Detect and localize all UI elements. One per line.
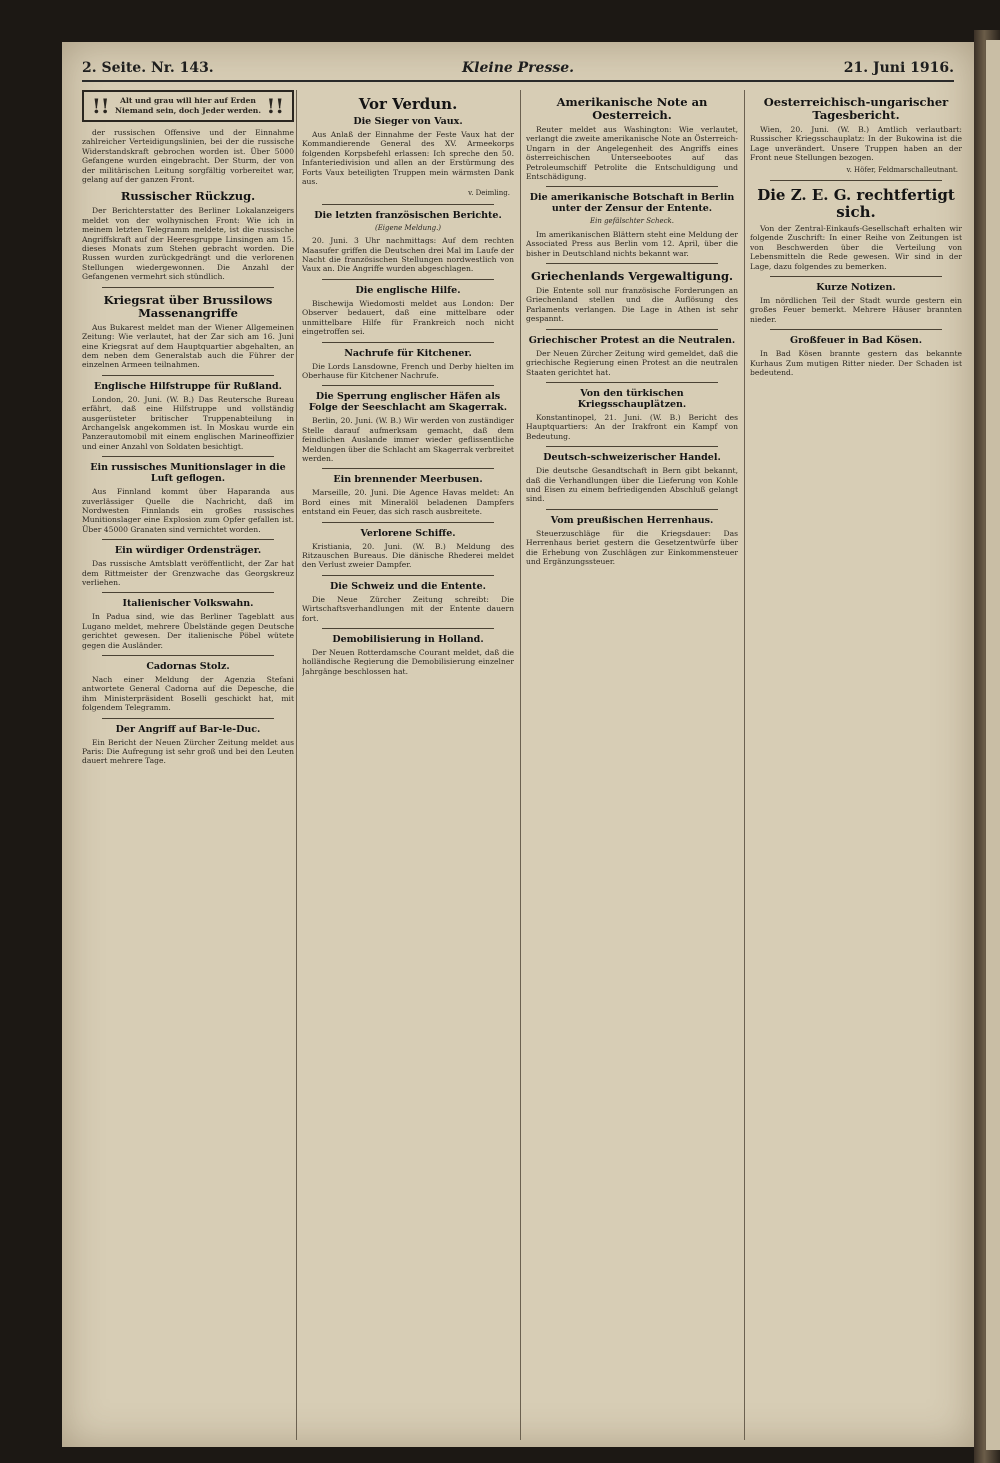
separator-rule (322, 575, 494, 576)
article-text: Im amerikanischen Blättern steht eine Meldung der Associated Press aus Berlin vom 12. April, über die bisher in Deutschland nichts bekannt war. (526, 229, 738, 258)
article-text: Die Neue Zürcher Zeitung schreibt: Die Wirtschaftsverhandlungen mit der Entente dauern fort. (302, 594, 514, 623)
headline: Griechenlands Vergewaltigung. (530, 269, 734, 284)
article-text: Wien, 20. Juni. (W. B.) Amtlich verlautbart: Russischer Kriegsschauplatz: In der Bukowina ist die Lage unverändert. Unsere Truppen haben an der Front neue Stellungen bezogen. (750, 125, 962, 163)
article-text: 20. Juni. 3 Uhr nachmittags: Auf dem rechten Maasufer griffen die Deutschen drei Mal im Laufe der Nacht die französischen Stellungen nordwestlich von Vaux an. Die Angriffe wurden abgeschlagen. (302, 236, 514, 274)
headline: Russischer Rückzug. (120, 189, 256, 204)
article-text: In Bad Kösen brannte gestern das bekannte Kurhaus Zum mutigen Ritter nieder. Der Schaden ist bedeutend. (750, 349, 962, 378)
separator-rule (102, 375, 274, 376)
headline: Die Z. E. G. rechtfertigt sich. (757, 186, 955, 222)
article-text: Die Lords Lansdowne, French und Derby hielten im Oberhause für Kitchener Nachrufe. (302, 361, 514, 380)
article-text: der russischen Offensive und der Einnahme zahlreicher Verteidigungslinien, bei der die russische Widerstandskraft gebrochen worden ist. Über 5000 Gefangene wurden eingebracht. Der Sturm, der von der militärischen Leitung sorgfältig vorbereitet war, gelang auf der ganzen Front. (82, 128, 294, 185)
headline: Die letzten französischen Berichte. (314, 209, 502, 221)
headline: Ein russisches Munitionslager in die Luft geflogen. (90, 462, 286, 485)
separator-rule (322, 468, 494, 469)
headline: Die Sperrung englischer Häfen als Folge der Seeschlacht am Skagerrak. (308, 391, 508, 414)
column-4 (750, 90, 962, 1440)
separator-rule (322, 385, 494, 386)
separator-rule (322, 204, 494, 205)
separator-rule (102, 287, 274, 288)
newspaper-page (62, 42, 974, 1447)
article-text: Bischewija Wiedomosti meldet aus London: Der Observer bedauert, daß eine mittelbare oder unmittelbare Hilfe für Frankreich noch nicht eingetroffen sei. (302, 298, 514, 337)
article-text: Marseille, 20. Juni. Die Agence Havas meldet: An Bord eines mit Mineralöl beladenen Dampfers entstand ein Feuer, das sich rasch ausbreitete. (302, 488, 514, 517)
separator-rule (770, 180, 942, 181)
exclamation-icon: !! (266, 94, 284, 118)
article-text: London, 20. Juni. (W. B.) Das Reutersche Bureau erfährt, daß eine Hilfstruppe und vollständig ausgerüsteter britischer Truppenabteilung in Archangelsk angekommen ist. In Moskau wurde ein Panzerautomobil mit einem englischen Marineoffizier und einer Anzahl von Soldaten besichtigt. (82, 394, 294, 451)
headline: Von den türkischen Kriegsschauplätzen. (577, 387, 687, 410)
headline: Der Angriff auf Bar-le-Duc. (115, 723, 261, 735)
headline: Kriegsrat über Brussilows Massenangriffe (103, 292, 273, 320)
separator-rule (770, 276, 942, 277)
separator-rule (102, 592, 274, 593)
headline: Die englische Hilfe. (355, 284, 461, 296)
article-text: Aus Anlaß der Einnahme der Feste Vaux hat der Kommandierende General des XV. Armeekorps folgenden Korpsbefehl erlassen: Ich spreche den 50. Infanteriedivision und allen an der Erstürmung des Forts Vaux beteiligten Truppen mein wärmsten Dank aus. (302, 130, 514, 187)
separator-rule (546, 509, 718, 510)
article-text: Die deutsche Gesandtschaft in Bern gibt bekannt, daß die Verhandlungen über die Lieferung von Kohle und Eisen zu einem befriedigenden Abschluß gelangt sind. (526, 466, 738, 504)
headline: Deutsch-schweizerischer Handel. (543, 452, 721, 464)
headline: Ein würdiger Ordensträger. (114, 545, 262, 557)
separator-rule (102, 539, 274, 540)
headline: Oesterreichisch-ungarischer Tagesbericht. (763, 95, 949, 122)
separator-rule (322, 279, 494, 280)
separator-rule (546, 446, 718, 447)
article-text: Steuerzuschläge für die Kriegsdauer: Das Herrenhaus beriet gestern die Gesetzentwürfe über die Erhebung von Zuschlägen zur Einkommensteuer und Ergänzungssteuer. (526, 528, 738, 566)
separator-rule (770, 329, 942, 330)
headline: Amerikanische Note an Oesterreich. (556, 95, 708, 122)
article-text: Reuter meldet aus Washington: Wie verlautet, verlangt die zweite amerikanische Note an Österreich-Ungarn in der Angelegenheit des Angriffs eines österreichischen Unterseebootes auf das Petroleumschiff Petrolite die Entschuldigung und Entschädigung. (526, 125, 738, 182)
page-header (82, 56, 954, 82)
boxed-proverb (82, 90, 294, 122)
subheadline: (Eigene Meldung.) (374, 223, 442, 232)
separator-rule (102, 456, 274, 457)
article-text: Der Neuen Rotterdamsche Courant meldet, daß die holländische Regierung die Demobilisierung einzelner Jahrgänge beschlossen hat. (302, 648, 514, 676)
article-text: Aus Finnland kommt über Haparanda aus zuverlässiger Quelle die Nachricht, daß im Nordwesten Finnlands ein großes russisches Munitionslager eine Explosion zum Opfer gefallen ist. Über 45000 Granaten sind vernichtet worden. (82, 487, 294, 534)
column-divider (520, 90, 521, 1440)
headline: Demobilisierung in Holland. (332, 634, 484, 645)
separator-rule (322, 342, 494, 343)
separator-rule (546, 329, 718, 330)
column-2 (302, 90, 514, 1440)
article-text: In Padua sind, wie das Berliner Tageblatt aus Lugano meldet, mehrere Übelstände gegen Deutsche gerichtet gewesen. Der italienische Pöbel wütete gegen die Ausländer. (82, 612, 294, 650)
headline: Griechischer Protest an die Neutralen. (528, 334, 736, 346)
issue-date: 21. Juni 1916. (843, 60, 954, 76)
headline: Die Schweiz und die Entente. (330, 580, 486, 592)
separator-rule (546, 263, 718, 264)
headline: Nachrufe für Kitchener. (344, 347, 472, 359)
separator-rule (102, 655, 274, 656)
headline: Englische Hilfstruppe für Rußland. (94, 380, 282, 392)
column-3 (526, 90, 738, 1440)
separator-rule (102, 718, 274, 719)
headline: Die amerikanische Botschaft in Berlin unter der Zensur der Entente. (529, 192, 735, 215)
article-text: Ein Bericht der Neuen Zürcher Zeitung meldet aus Paris: Die Aufregung ist sehr groß und bei den Leuten dauert mehrere Tage. (82, 737, 294, 766)
article-text: Berlin, 20. Juni. (W. B.) Wir werden von zuständiger Stelle darauf aufmerksam gemacht, daß dem feindlichen Auslande immer wieder geflissentliche Meldungen über die Schlacht am Skagerrak verbreitet werden. (302, 416, 514, 463)
headline: Italienischer Volkswahn. (122, 598, 254, 610)
article-text: Das russische Amtsblatt veröffentlicht, der Zar hat dem Rittmeister der Grenzwache das Georgskreuz verliehen. (82, 559, 294, 587)
separator-rule (322, 522, 494, 523)
article-text: Der Neuen Zürcher Zeitung wird gemeldet, daß die griechische Regierung einen Protest an die neutralen Staaten gerichtet hat. (526, 348, 738, 377)
article-text: Der Berichterstatter des Berliner Lokalanzeigers meldet von der wolhynischen Front: Wie ich in meinem letzten Telegramm meldete, ist die russische Angriffskraft auf der Heeresgruppe Linsingen am 15. dieses Monats zum Stehen gebracht worden. Die Russen wurden zurückgedrängt und die verlorenen Stellungen wiedergewonnen. Die Anzahl der Gefangenen vermehrt sich stündlich. (82, 206, 294, 282)
newspaper-title: Kleine Presse. (461, 60, 575, 76)
subheadline: Die Sieger von Vaux. (353, 116, 463, 127)
article-text: Aus Bukarest meldet man der Wiener Allgemeinen Zeitung: Wie verlautet, hat der Zar sich am 16. Juni eine Kriegsrat auf dem Hauptquartier abgehalten, an dem neben dem Generalstab auch die Führer der einzelnen Armeen teilnahmen. (82, 322, 294, 370)
exclamation-icon: !! (92, 94, 110, 118)
article-text: Von der Zentral-Einkaufs-Gesellschaft erhalten wir folgende Zuschrift: In einer Reihe von Zeitungen ist von Beschwerden über die Verteilung von Lebensmitteln die Rede gewesen. Wir sind in der Lage, dazu folgendes zu bemerken. (750, 224, 962, 271)
headline: Verlorene Schiffe. (360, 527, 456, 539)
column-1 (82, 90, 294, 1440)
headline: Vor Verdun. (358, 95, 458, 113)
article-text: Die Entente soll nur französische Forderungen an Griechenland stellen und die Auflösung des Parlaments verlangen. Die Lage in Athen ist sehr gespannt. (526, 286, 738, 324)
adjacent-page-edge (986, 40, 1000, 1450)
separator-rule (546, 186, 718, 187)
page-number: 2. Seite. Nr. 143. (82, 60, 214, 76)
article-text: Im nördlichen Teil der Stadt wurde gestern ein großes Feuer bemerkt. Mehrere Häuser brannten nieder. (750, 296, 962, 324)
separator-rule (322, 628, 494, 629)
article-text: Nach einer Meldung der Agenzia Stefani antwortete General Cadorna auf die Depesche, die ihm Ministerpräsident Boselli geschickt hat, mit folgendem Telegramm. (82, 675, 294, 713)
headline: Vom preußischen Herrenhaus. (550, 514, 714, 526)
article-text: Kristiania, 20. Juni. (W. B.) Meldung des Ritzauschen Bureaus. Die dänische Rhederei meldet den Verlust zweier Dampfer. (302, 541, 514, 570)
headline: Cadornas Stolz. (146, 661, 230, 673)
signature: v. Deimling. (468, 189, 510, 198)
subheadline: Ein gefälschter Scheck. (589, 217, 674, 226)
article-text: Konstantinopel, 21. Juni. (W. B.) Bericht des Hauptquartiers: An der Irakfront ein Kampf von Bedeutung. (526, 412, 738, 441)
headline: Kurze Notizen. (816, 282, 896, 294)
separator-rule (546, 382, 718, 383)
proverb-text: Alt und grau will hier auf Erden Niemand sein, doch Jeder werden. (115, 96, 261, 115)
headline: Großfeuer in Bad Kösen. (789, 335, 923, 347)
headline: Ein brennender Meerbusen. (333, 474, 483, 486)
column-divider (296, 90, 297, 1440)
signature: v. Höfer, Feldmarschalleutnant. (846, 165, 958, 174)
column-divider (744, 90, 745, 1440)
